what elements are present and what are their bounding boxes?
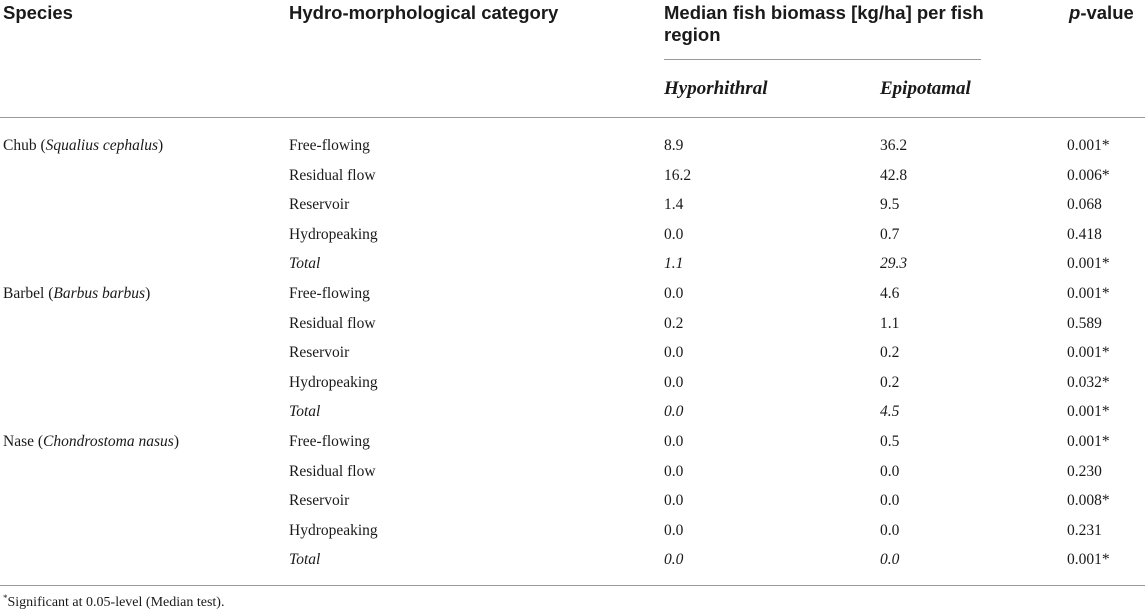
header-p-value xyxy=(1069,2,1134,24)
species-latin-name: Chondrostoma nasus xyxy=(43,433,174,450)
p-value: 0.230 xyxy=(1067,463,1102,480)
header-epipotamal: Epipotamal xyxy=(880,78,971,99)
header-biomass: Median fish biomass [kg/ha] per fish region xyxy=(664,2,984,45)
p-value: 0.001* xyxy=(1067,403,1110,420)
epipotamal-value: 36.2 xyxy=(880,137,908,154)
hyporhithral-value: 0.2 xyxy=(664,315,684,332)
p-value: 0.008* xyxy=(1067,492,1110,509)
category-cell: Hydropeaking xyxy=(289,226,378,243)
species-common-name: Nase ( xyxy=(3,433,44,450)
epipotamal-value: 0.2 xyxy=(880,344,900,361)
epipotamal-value: 4.6 xyxy=(880,285,900,302)
hyporhithral-value: 8.9 xyxy=(664,137,684,154)
hyporhithral-value: 0.0 xyxy=(664,463,684,480)
category-cell: Hydropeaking xyxy=(289,522,378,539)
p-value: 0.001* xyxy=(1067,551,1110,568)
header-hyporhithral: Hyporhithral xyxy=(664,78,768,99)
header-category: Hydro-morphological category xyxy=(289,2,559,23)
header-p-italic: p xyxy=(1069,2,1081,23)
species-common-name: Chub ( xyxy=(3,137,46,154)
category-cell: Residual flow xyxy=(289,463,376,480)
header-p-suffix: -value xyxy=(1080,2,1134,23)
footnote-text: Significant at 0.05-level (Median test). xyxy=(7,595,225,610)
species-label xyxy=(3,285,150,303)
p-value: 0.001* xyxy=(1067,285,1110,302)
species-latin-name: Squalius cephalus xyxy=(45,137,158,154)
epipotamal-value: 0.0 xyxy=(880,522,900,539)
category-cell: Free-flowing xyxy=(289,285,370,302)
header-species: Species xyxy=(3,2,73,23)
species-close-paren: ) xyxy=(145,285,151,302)
footnote-mark: * xyxy=(3,593,8,603)
category-cell: Reservoir xyxy=(289,196,350,213)
header-bottom-rule xyxy=(0,117,1145,118)
p-value: 0.589 xyxy=(1067,315,1102,332)
p-value: 0.231 xyxy=(1067,522,1102,539)
hyporhithral-value: 0.0 xyxy=(664,522,684,539)
p-value: 0.001* xyxy=(1067,255,1110,272)
species-close-paren: ) xyxy=(173,433,179,450)
hyporhithral-value: 0.0 xyxy=(664,285,684,302)
category-cell: Residual flow xyxy=(289,315,376,332)
species-close-paren: ) xyxy=(158,137,164,154)
category-cell: Free-flowing xyxy=(289,137,370,154)
epipotamal-value: 1.1 xyxy=(880,315,900,332)
hyporhithral-value: 0.0 xyxy=(664,403,684,420)
category-cell: Free-flowing xyxy=(289,433,370,450)
species-label xyxy=(3,137,163,155)
hyporhithral-value: 16.2 xyxy=(664,167,692,184)
hyporhithral-value: 1.4 xyxy=(664,196,684,213)
species-label xyxy=(3,433,179,451)
p-value: 0.006* xyxy=(1067,167,1110,184)
hyporhithral-value: 0.0 xyxy=(664,492,684,509)
epipotamal-value: 0.5 xyxy=(880,433,900,450)
hyporhithral-value: 0.0 xyxy=(664,374,684,391)
category-cell: Hydropeaking xyxy=(289,374,378,391)
hyporhithral-value: 1.1 xyxy=(664,255,684,272)
category-cell: Total xyxy=(289,255,321,272)
category-cell: Reservoir xyxy=(289,492,350,509)
category-cell: Residual flow xyxy=(289,167,376,184)
hyporhithral-value: 0.0 xyxy=(664,433,684,450)
epipotamal-value: 42.8 xyxy=(880,167,908,184)
epipotamal-value: 0.2 xyxy=(880,374,900,391)
epipotamal-value: 4.5 xyxy=(880,403,900,420)
p-value: 0.001* xyxy=(1067,344,1110,361)
hyporhithral-value: 0.0 xyxy=(664,226,684,243)
footnote xyxy=(3,593,224,611)
category-cell: Reservoir xyxy=(289,344,350,361)
biomass-header-rule xyxy=(664,59,981,60)
epipotamal-value: 9.5 xyxy=(880,196,900,213)
p-value: 0.418 xyxy=(1067,226,1102,243)
table-bottom-rule xyxy=(0,585,1145,586)
species-common-name: Barbel ( xyxy=(3,285,54,302)
epipotamal-value: 0.0 xyxy=(880,551,900,568)
epipotamal-value: 0.7 xyxy=(880,226,900,243)
p-value: 0.001* xyxy=(1067,137,1110,154)
p-value: 0.068 xyxy=(1067,196,1102,213)
epipotamal-value: 0.0 xyxy=(880,492,900,509)
p-value: 0.032* xyxy=(1067,374,1110,391)
hyporhithral-value: 0.0 xyxy=(664,551,684,568)
species-latin-name: Barbus barbus xyxy=(53,285,146,302)
p-value: 0.001* xyxy=(1067,433,1110,450)
epipotamal-value: 29.3 xyxy=(880,255,908,272)
category-cell: Total xyxy=(289,403,321,420)
epipotamal-value: 0.0 xyxy=(880,463,900,480)
hyporhithral-value: 0.0 xyxy=(664,344,684,361)
category-cell: Total xyxy=(289,551,321,568)
